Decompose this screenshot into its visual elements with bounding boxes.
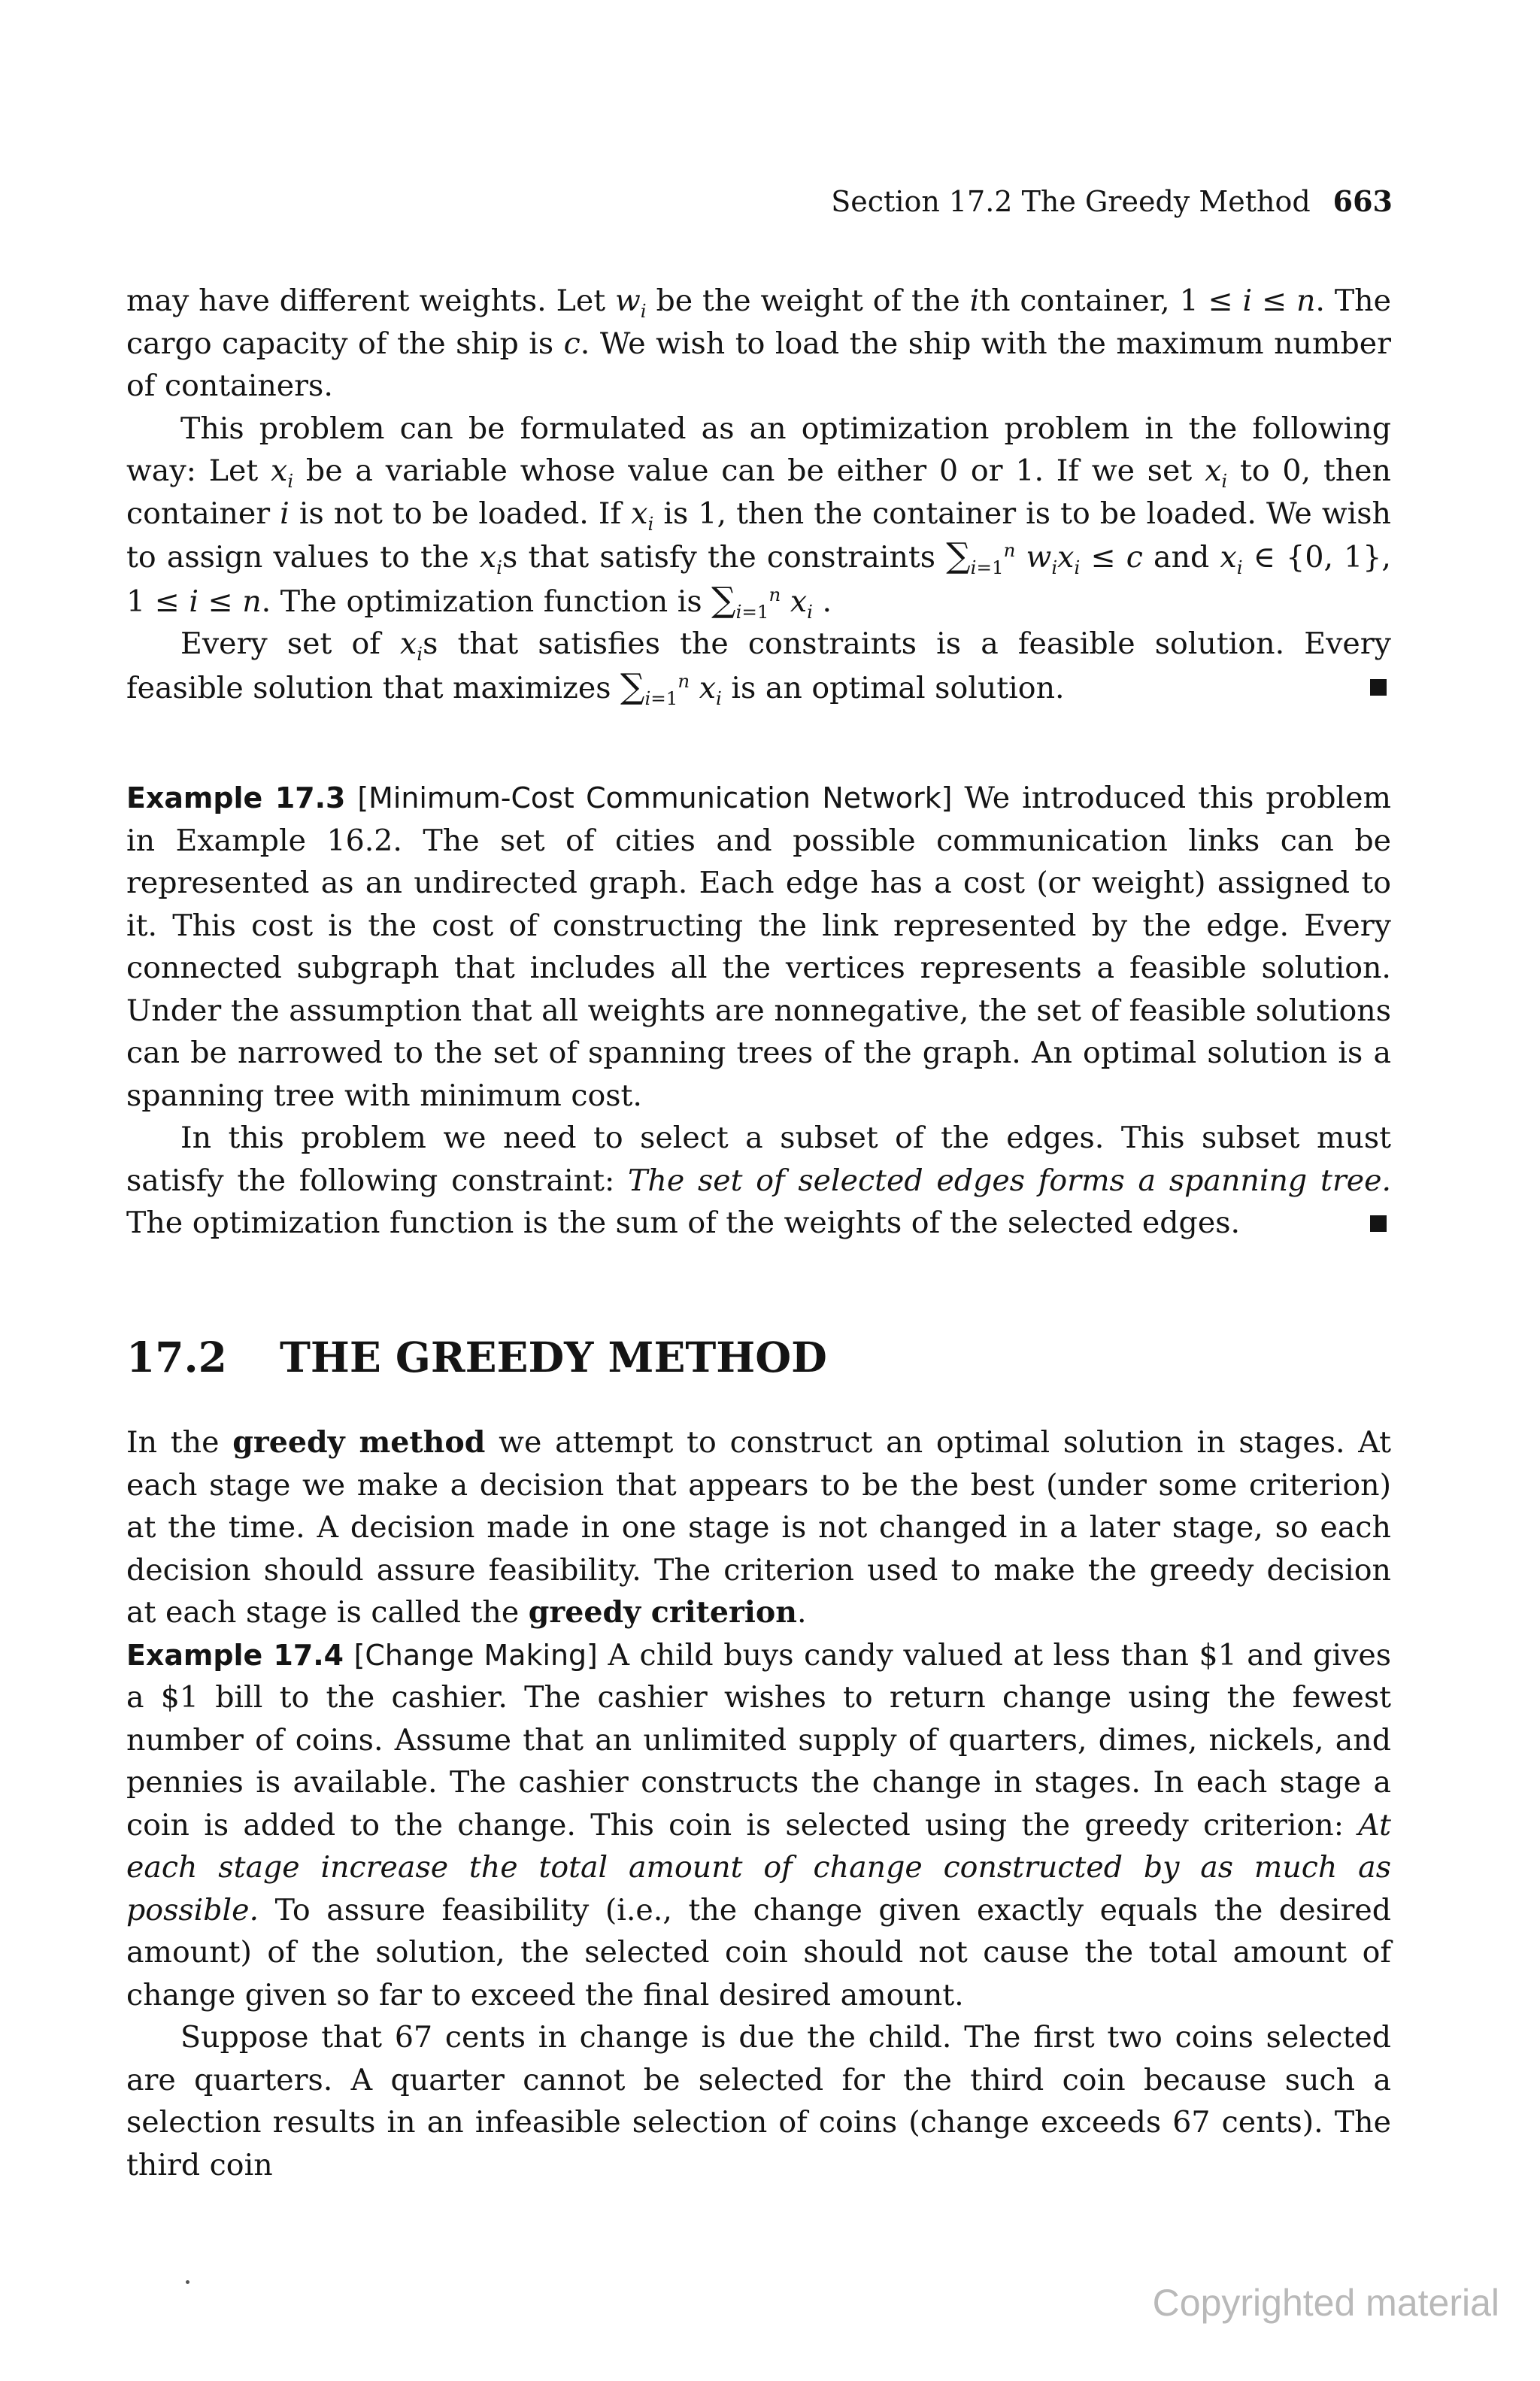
section-body [126,1421,1391,2186]
scan-speck [186,2280,189,2284]
example-17-4-paragraph-2: Suppose that 67 cents in change is due the child. The first two coins selected are quarters. A quarter cannot be selected for the third coin because such a selection results in an infeasible selection of coins (change exceeds 67 cents). The third coin [126,2020,1391,2182]
example-label: Example 17.3 [126,781,346,814]
example-title: [Minimum-Cost Communication Network] [357,781,953,814]
paragraph-optimization-formulation: This problem can be formulated as an optimization problem in the following way: Let $x_i$ be a variable whose value can be either 0 or 1. If we set $x_i$ to 0, then container i is not to be loaded. If $x_i$ is 1, then the container is to be loaded. We wish to assign values to the $x_is$ that satisfy the constraints $\sum_{i=1}^n$ $w_ix_i \le c$ and $x_i$ ∈ {0, 1}, 1 ≤ i ≤ n. The optimization function is $\sum_{i=1}^n$ $x_i$ . [126,411,1392,623]
end-of-example-marker [1370,679,1387,696]
example-17-3-paragraph-1: Example 17.3 [Minimum-Cost Communication Network] We introduced this problem in Example 16.2. The set of cities and possible communication links can be represented as an undirected graph. Each edge has a cost (or weight) assigned to it. This cost is the cost of constructing the link represented by the edge. Every connected subgraph that includes all the vertices represents a feasible solution. Under the assumption that all weights are nonnegative, the set of feasible solutions can be narrowed to the set of spanning trees of the graph. An optimal solution is a spanning tree with minimum cost. [126,781,1392,1113]
end-of-example-marker [1370,1215,1387,1232]
example-label: Example 17.4 [126,1638,344,1672]
paragraph-feasible-solution: Every set of $x_is$ that satisfies the constraints is a feasible solution. Every feasible solution that maximizes $\sum_{i=1}^n$ $x_i$ is an optimal solution. [126,626,1391,709]
example-17-3-paragraph-2: In this problem we need to select a subset of the edges. This subset must satisfy the following constraint: The set of selected edges forms a spanning tree. The optimization function is the sum of the weights of the selected edges. [126,1121,1392,1240]
example-title: [Change Making] [353,1638,598,1672]
section-number: 17.2 [126,1333,227,1382]
example-17-4-paragraph-1: Example 17.4 [Change Making] A child buys candy valued at less than $1 and gives a $1 bill to the cashier. The cashier wishes to return change using the fewest number of coins. Assume that an unlimited supply of quarters, dimes, nickels, and pennies is available. The cashier constructs the change in stages. In each stage a coin is added to the change. This coin is selected using the greedy criterion: At each stage increase the total amount of change constructed by as much as possible. To assure feasibility (i.e., the change given exactly equals the desired amount) of the solution, the selected coin should not cause the total amount of change given so far to exceed the final desired amount. [126,1637,1392,2012]
copyright-watermark: Copyrighted material [1152,2282,1499,2324]
example-17-3 [126,777,1391,1245]
section-title: THE GREEDY METHOD [279,1333,827,1382]
greedy-method-intro: In the greedy method we attempt to construct an optimal solution in stages. At each stage we make a decision that appears to be the best (under some criterion) at the time. A decision made in one stage is not changed in a later stage, so each decision should assure feasibility. The criterion used to make the greedy decision at each stage is called the greedy criterion. [126,1425,1392,1630]
running-head [831,183,1393,220]
section-heading [126,1331,827,1384]
running-head-section: Section 17.2 The Greedy Method [831,185,1311,218]
example-17-2-continuation [126,280,1391,709]
paragraph-container-weights: may have different weights. Let $w_i$ be the weight of the ith container, 1 ≤ i ≤ n. The cargo capacity of the ship is c. We wish to load the ship with the maximum number of containers. [126,284,1391,403]
page-number: 663 [1332,184,1393,218]
